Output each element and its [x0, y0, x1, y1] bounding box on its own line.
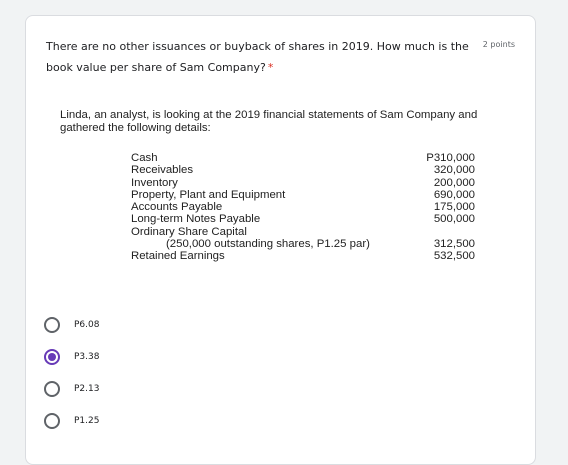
question-card [25, 15, 536, 465]
detail-row [131, 201, 475, 213]
detail-label: Inventory [131, 176, 178, 189]
radio-button[interactable] [44, 381, 60, 397]
option-label[interactable]: P2.13 [74, 384, 100, 394]
answer-options [44, 309, 99, 437]
detail-value: 175,000 [433, 201, 475, 214]
radio-button[interactable] [44, 317, 60, 333]
required-asterisk: * [267, 61, 274, 74]
detail-row [131, 213, 475, 225]
detail-value: 312,500 [433, 238, 475, 251]
detail-value: 200,000 [433, 176, 475, 189]
option-label[interactable]: P6.08 [74, 320, 100, 330]
detail-label: Property, Plant and Equipment [131, 188, 286, 201]
detail-row [131, 164, 475, 176]
option-label[interactable]: P1.25 [74, 416, 100, 426]
detail-label: Long-term Notes Payable [131, 213, 261, 226]
detail-row [131, 226, 475, 238]
figure-intro: Linda, an analyst, is looking at the 2019 financial statements of Sam Company and gathered the following details: [60, 109, 478, 134]
detail-value: 532,500 [433, 250, 475, 263]
detail-row [131, 238, 475, 250]
detail-label: (250,000 outstanding shares, P1.25 par) [166, 238, 370, 251]
answer-option[interactable] [44, 373, 99, 405]
radio-button-selected[interactable] [44, 349, 60, 365]
answer-option[interactable] [44, 341, 99, 373]
option-label[interactable]: P3.38 [74, 352, 100, 362]
question-image [60, 109, 505, 263]
detail-label: Accounts Payable [131, 201, 223, 214]
detail-row [131, 177, 475, 189]
detail-value: 690,000 [433, 188, 475, 201]
detail-value: 500,000 [433, 213, 475, 226]
detail-row [131, 250, 475, 262]
detail-value: P310,000 [426, 152, 475, 164]
detail-row [131, 152, 475, 164]
answer-option[interactable] [44, 405, 99, 437]
detail-label: Cash [131, 152, 158, 164]
detail-row [131, 189, 475, 201]
radio-button[interactable] [44, 413, 60, 429]
detail-label: Retained Earnings [131, 250, 225, 263]
detail-value: 320,000 [433, 164, 475, 177]
answer-option[interactable] [44, 309, 99, 341]
financial-details [131, 152, 475, 263]
detail-label: Receivables [131, 164, 194, 177]
detail-label: Ordinary Share Capital [131, 225, 247, 238]
question-text: There are no other issuances or buyback of shares in 2019. How much is the book value per share of Sam Company? [46, 40, 469, 74]
question-title [46, 36, 476, 78]
points-label: 2 points [482, 40, 515, 49]
